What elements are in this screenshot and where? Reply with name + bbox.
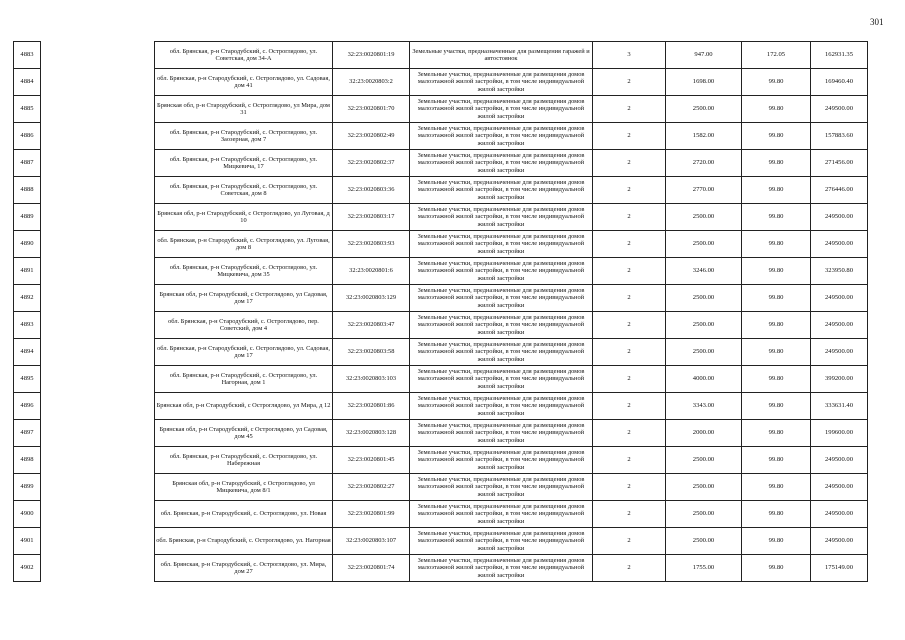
land-use-purpose-cell: Земельные участки, предназначенные для размещения домов малоэтажной жилой застройки, в том числе индивидуальной жилой застройки bbox=[410, 312, 593, 339]
gap-cell bbox=[41, 285, 155, 312]
cadastral-value-cell: 249500.00 bbox=[811, 447, 868, 474]
address-cell: обл. Брянская, р-н Стародубский, с. Остроглядово, ул. Садовая, дом 17 bbox=[155, 339, 333, 366]
area-cell: 2500.00 bbox=[666, 474, 742, 501]
group-number-cell: 3 bbox=[593, 42, 666, 69]
row-number-cell: 4895 bbox=[14, 366, 41, 393]
specific-value-cell: 99.80 bbox=[742, 231, 811, 258]
specific-value-cell: 99.80 bbox=[742, 69, 811, 96]
cadastral-number-cell: 32:23:0020803:58 bbox=[333, 339, 410, 366]
cadastral-value-cell: 249500.00 bbox=[811, 528, 868, 555]
cadastral-value-cell: 249500.00 bbox=[811, 501, 868, 528]
area-cell: 2770.00 bbox=[666, 177, 742, 204]
area-cell: 2500.00 bbox=[666, 528, 742, 555]
group-number-cell: 2 bbox=[593, 312, 666, 339]
specific-value-cell: 99.80 bbox=[742, 96, 811, 123]
group-number-cell: 2 bbox=[593, 177, 666, 204]
row-number-cell: 4886 bbox=[14, 123, 41, 150]
specific-value-cell: 99.80 bbox=[742, 555, 811, 582]
specific-value-cell: 99.80 bbox=[742, 285, 811, 312]
cadastral-number-cell: 32:23:0020802:27 bbox=[333, 474, 410, 501]
cadastral-value-cell: 249500.00 bbox=[811, 312, 868, 339]
row-number-cell: 4883 bbox=[14, 42, 41, 69]
cadastral-value-cell: 271456.00 bbox=[811, 150, 868, 177]
gap-cell bbox=[41, 528, 155, 555]
cadastral-number-cell: 32:23:0020801:99 bbox=[333, 501, 410, 528]
cadastral-number-cell: 32:23:0020801:86 bbox=[333, 393, 410, 420]
table-row bbox=[14, 150, 868, 177]
table-row bbox=[14, 420, 868, 447]
cadastral-number-cell: 32:23:0020803:128 bbox=[333, 420, 410, 447]
address-cell: обл. Брянская, р-н Стародубский, с. Остроглядово, ул. Садовая, дом 41 bbox=[155, 69, 333, 96]
row-number-cell: 4890 bbox=[14, 231, 41, 258]
gap-cell bbox=[41, 366, 155, 393]
address-cell: Брянская обл, р-н Стародубский, с Остроглядово, ул Мицкевича, дом 8/1 bbox=[155, 474, 333, 501]
land-use-purpose-cell: Земельные участки, предназначенные для размещения домов малоэтажной жилой застройки, в том числе индивидуальной жилой застройки bbox=[410, 96, 593, 123]
specific-value-cell: 99.80 bbox=[742, 474, 811, 501]
cadastral-value-cell: 276446.00 bbox=[811, 177, 868, 204]
table-row bbox=[14, 258, 868, 285]
cadastral-number-cell: 32:23:0020803:93 bbox=[333, 231, 410, 258]
land-use-purpose-cell: Земельные участки, предназначенные для размещения домов малоэтажной жилой застройки, в том числе индивидуальной жилой застройки bbox=[410, 231, 593, 258]
gap-cell bbox=[41, 393, 155, 420]
table-row bbox=[14, 501, 868, 528]
address-cell: обл. Брянская, р-н Стародубский, с. Остроглядово, ул. Советская, дом 34-А bbox=[155, 42, 333, 69]
table-row bbox=[14, 177, 868, 204]
row-number-cell: 4896 bbox=[14, 393, 41, 420]
gap-cell bbox=[41, 420, 155, 447]
land-use-purpose-cell: Земельные участки, предназначенные для размещения домов малоэтажной жилой застройки, в том числе индивидуальной жилой застройки bbox=[410, 285, 593, 312]
area-cell: 4000.00 bbox=[666, 366, 742, 393]
cadastral-value-cell: 199600.00 bbox=[811, 420, 868, 447]
cadastral-number-cell: 32:23:0020802:37 bbox=[333, 150, 410, 177]
cadastral-number-cell: 32:23:0020803:17 bbox=[333, 204, 410, 231]
gap-cell bbox=[41, 204, 155, 231]
cadastral-number-cell: 32:23:0020802:49 bbox=[333, 123, 410, 150]
row-number-cell: 4884 bbox=[14, 69, 41, 96]
specific-value-cell: 99.80 bbox=[742, 204, 811, 231]
land-use-purpose-cell: Земельные участки, предназначенные для размещения домов малоэтажной жилой застройки, в том числе индивидуальной жилой застройки bbox=[410, 123, 593, 150]
group-number-cell: 2 bbox=[593, 150, 666, 177]
area-cell: 2720.00 bbox=[666, 150, 742, 177]
row-number-cell: 4887 bbox=[14, 150, 41, 177]
table-row bbox=[14, 312, 868, 339]
address-cell: обл. Брянская, р-н Стародубский, с. Остроглядово, ул. Мицкевича, 17 bbox=[155, 150, 333, 177]
area-cell: 2500.00 bbox=[666, 204, 742, 231]
area-cell: 1755.00 bbox=[666, 555, 742, 582]
table-row bbox=[14, 123, 868, 150]
cadastral-number-cell: 32:23:0020803:129 bbox=[333, 285, 410, 312]
group-number-cell: 2 bbox=[593, 123, 666, 150]
address-cell: Брянская обл, р-н Стародубский, с Остроглядово, ул Садовая, дом 17 bbox=[155, 285, 333, 312]
cadastral-value-cell: 249500.00 bbox=[811, 204, 868, 231]
cadastral-value-cell: 249500.00 bbox=[811, 474, 868, 501]
specific-value-cell: 99.80 bbox=[742, 339, 811, 366]
cadastral-value-cell: 399200.00 bbox=[811, 366, 868, 393]
table-row bbox=[14, 447, 868, 474]
land-use-purpose-cell: Земельные участки, предназначенные для размещения домов малоэтажной жилой застройки, в том числе индивидуальной жилой застройки bbox=[410, 204, 593, 231]
address-cell: обл. Брянская, р-н Стародубский, с. Остроглядово, ул. Нагорная, дом 1 bbox=[155, 366, 333, 393]
land-use-purpose-cell: Земельные участки, предназначенные для размещения домов малоэтажной жилой застройки, в том числе индивидуальной жилой застройки bbox=[410, 474, 593, 501]
group-number-cell: 2 bbox=[593, 285, 666, 312]
cadastral-number-cell: 32:23:0020801:74 bbox=[333, 555, 410, 582]
group-number-cell: 2 bbox=[593, 528, 666, 555]
specific-value-cell: 99.80 bbox=[742, 420, 811, 447]
group-number-cell: 2 bbox=[593, 366, 666, 393]
land-use-purpose-cell: Земельные участки, предназначенные для размещения домов малоэтажной жилой застройки, в том числе индивидуальной жилой застройки bbox=[410, 447, 593, 474]
cadastral-value-cell: 162931.35 bbox=[811, 42, 868, 69]
cadastral-number-cell: 32:23:0020803:2 bbox=[333, 69, 410, 96]
row-number-cell: 4892 bbox=[14, 285, 41, 312]
group-number-cell: 2 bbox=[593, 393, 666, 420]
address-cell: обл. Брянская, р-н Стародубский, с. Остроглядово, ул. Новая bbox=[155, 501, 333, 528]
gap-cell bbox=[41, 96, 155, 123]
gap-cell bbox=[41, 69, 155, 96]
cadastral-value-cell: 249500.00 bbox=[811, 339, 868, 366]
area-cell: 3343.00 bbox=[666, 393, 742, 420]
specific-value-cell: 99.80 bbox=[742, 312, 811, 339]
page-number: 301 bbox=[870, 17, 884, 27]
row-number-cell: 4897 bbox=[14, 420, 41, 447]
row-number-cell: 4891 bbox=[14, 258, 41, 285]
gap-cell bbox=[41, 339, 155, 366]
area-cell: 2500.00 bbox=[666, 312, 742, 339]
address-cell: Брянская обл, р-н Стародубский, с Остроглядово, ул Садовая, дом 45 bbox=[155, 420, 333, 447]
cadastral-number-cell: 32:23:0020803:47 bbox=[333, 312, 410, 339]
land-use-purpose-cell: Земельные участки, предназначенные для размещения гаражей и автостоянок bbox=[410, 42, 593, 69]
area-cell: 3246.00 bbox=[666, 258, 742, 285]
cadastral-value-cell: 333631.40 bbox=[811, 393, 868, 420]
address-cell: Брянская обл, р-н Стародубский, с Остроглядово, ул Луговая, д 10 bbox=[155, 204, 333, 231]
group-number-cell: 2 bbox=[593, 501, 666, 528]
table-row bbox=[14, 42, 868, 69]
address-cell: обл. Брянская, р-н Стародубский, с. Остроглядово, ул. Луговая, дом 8 bbox=[155, 231, 333, 258]
group-number-cell: 2 bbox=[593, 258, 666, 285]
area-cell: 2500.00 bbox=[666, 339, 742, 366]
cadastral-number-cell: 32:23:0020803:107 bbox=[333, 528, 410, 555]
cadastral-number-cell: 32:23:0020803:103 bbox=[333, 366, 410, 393]
address-cell: обл. Брянская, р-н Стародубский, с. Остроглядово, ул. Мира, дом 27 bbox=[155, 555, 333, 582]
area-cell: 2500.00 bbox=[666, 447, 742, 474]
table-row bbox=[14, 69, 868, 96]
cadastral-number-cell: 32:23:0020803:36 bbox=[333, 177, 410, 204]
row-number-cell: 4889 bbox=[14, 204, 41, 231]
cadastral-value-cell: 169460.40 bbox=[811, 69, 868, 96]
specific-value-cell: 99.80 bbox=[742, 123, 811, 150]
land-use-purpose-cell: Земельные участки, предназначенные для размещения домов малоэтажной жилой застройки, в том числе индивидуальной жилой застройки bbox=[410, 150, 593, 177]
gap-cell bbox=[41, 42, 155, 69]
group-number-cell: 2 bbox=[593, 69, 666, 96]
specific-value-cell: 99.80 bbox=[742, 366, 811, 393]
cadastral-value-cell: 175149.00 bbox=[811, 555, 868, 582]
cadastral-number-cell: 32:23:0020801:6 bbox=[333, 258, 410, 285]
specific-value-cell: 172.05 bbox=[742, 42, 811, 69]
table-row bbox=[14, 474, 868, 501]
specific-value-cell: 99.80 bbox=[742, 501, 811, 528]
address-cell: обл. Брянская, р-н Стародубский, с. Остроглядово, ул. Заозерная, дом 7 bbox=[155, 123, 333, 150]
table-row bbox=[14, 393, 868, 420]
gap-cell bbox=[41, 312, 155, 339]
table-row bbox=[14, 231, 868, 258]
gap-cell bbox=[41, 447, 155, 474]
group-number-cell: 2 bbox=[593, 420, 666, 447]
cadastral-value-cell: 249500.00 bbox=[811, 285, 868, 312]
gap-cell bbox=[41, 150, 155, 177]
address-cell: Брянская обл, р-н Стародубский, с Остроглядово, ул Мира, дом 31 bbox=[155, 96, 333, 123]
specific-value-cell: 99.80 bbox=[742, 528, 811, 555]
gap-cell bbox=[41, 231, 155, 258]
group-number-cell: 2 bbox=[593, 474, 666, 501]
address-cell: обл. Брянская, р-н Стародубский, с. Остроглядово, ул. Советская, дом 8 bbox=[155, 177, 333, 204]
gap-cell bbox=[41, 123, 155, 150]
table-row bbox=[14, 339, 868, 366]
row-number-cell: 4893 bbox=[14, 312, 41, 339]
area-cell: 1698.00 bbox=[666, 69, 742, 96]
specific-value-cell: 99.80 bbox=[742, 447, 811, 474]
land-use-purpose-cell: Земельные участки, предназначенные для размещения домов малоэтажной жилой застройки, в том числе индивидуальной жилой застройки bbox=[410, 555, 593, 582]
row-number-cell: 4888 bbox=[14, 177, 41, 204]
cadastral-value-cell: 323950.80 bbox=[811, 258, 868, 285]
address-cell: обл. Брянская, р-н Стародубский, с. Остроглядово, ул. Нагорная bbox=[155, 528, 333, 555]
cadastral-value-table bbox=[13, 41, 868, 582]
land-use-purpose-cell: Земельные участки, предназначенные для размещения домов малоэтажной жилой застройки, в том числе индивидуальной жилой застройки bbox=[410, 258, 593, 285]
row-number-cell: 4885 bbox=[14, 96, 41, 123]
row-number-cell: 4902 bbox=[14, 555, 41, 582]
area-cell: 947.00 bbox=[666, 42, 742, 69]
address-cell: обл. Брянская, р-н Стародубский, с. Остроглядово, пер. Советский, дом 4 bbox=[155, 312, 333, 339]
gap-cell bbox=[41, 474, 155, 501]
area-cell: 1582.00 bbox=[666, 123, 742, 150]
address-cell: обл. Брянская, р-н Стародубский, с. Остроглядово, ул. Мицкевича, дом 35 bbox=[155, 258, 333, 285]
row-number-cell: 4900 bbox=[14, 501, 41, 528]
table-row bbox=[14, 528, 868, 555]
table-row bbox=[14, 366, 868, 393]
address-cell: обл. Брянская, р-н Стародубский, с. Остроглядово, ул. Набережная bbox=[155, 447, 333, 474]
specific-value-cell: 99.80 bbox=[742, 393, 811, 420]
land-use-purpose-cell: Земельные участки, предназначенные для размещения домов малоэтажной жилой застройки, в том числе индивидуальной жилой застройки bbox=[410, 420, 593, 447]
group-number-cell: 2 bbox=[593, 555, 666, 582]
land-use-purpose-cell: Земельные участки, предназначенные для размещения домов малоэтажной жилой застройки, в том числе индивидуальной жилой застройки bbox=[410, 393, 593, 420]
table-body bbox=[14, 42, 868, 582]
land-use-purpose-cell: Земельные участки, предназначенные для размещения домов малоэтажной жилой застройки, в том числе индивидуальной жилой застройки bbox=[410, 528, 593, 555]
area-cell: 2500.00 bbox=[666, 231, 742, 258]
group-number-cell: 2 bbox=[593, 447, 666, 474]
table-row bbox=[14, 285, 868, 312]
cadastral-value-cell: 249500.00 bbox=[811, 231, 868, 258]
area-cell: 2500.00 bbox=[666, 501, 742, 528]
gap-cell bbox=[41, 258, 155, 285]
group-number-cell: 2 bbox=[593, 231, 666, 258]
row-number-cell: 4894 bbox=[14, 339, 41, 366]
area-cell: 2000.00 bbox=[666, 420, 742, 447]
group-number-cell: 2 bbox=[593, 96, 666, 123]
area-cell: 2500.00 bbox=[666, 96, 742, 123]
group-number-cell: 2 bbox=[593, 204, 666, 231]
cadastral-value-cell: 157883.60 bbox=[811, 123, 868, 150]
cadastral-number-cell: 32:23:0020801:19 bbox=[333, 42, 410, 69]
table-row bbox=[14, 555, 868, 582]
gap-cell bbox=[41, 555, 155, 582]
cadastral-value-cell: 249500.00 bbox=[811, 96, 868, 123]
land-use-purpose-cell: Земельные участки, предназначенные для размещения домов малоэтажной жилой застройки, в том числе индивидуальной жилой застройки bbox=[410, 366, 593, 393]
cadastral-number-cell: 32:23:0020801:70 bbox=[333, 96, 410, 123]
row-number-cell: 4898 bbox=[14, 447, 41, 474]
gap-cell bbox=[41, 177, 155, 204]
group-number-cell: 2 bbox=[593, 339, 666, 366]
specific-value-cell: 99.80 bbox=[742, 177, 811, 204]
table-row bbox=[14, 204, 868, 231]
specific-value-cell: 99.80 bbox=[742, 150, 811, 177]
land-use-purpose-cell: Земельные участки, предназначенные для размещения домов малоэтажной жилой застройки, в том числе индивидуальной жилой застройки bbox=[410, 501, 593, 528]
specific-value-cell: 99.80 bbox=[742, 258, 811, 285]
land-use-purpose-cell: Земельные участки, предназначенные для размещения домов малоэтажной жилой застройки, в том числе индивидуальной жилой застройки bbox=[410, 339, 593, 366]
address-cell: Брянская обл, р-н Стародубский, с Остроглядово, ул Мира, д 12 bbox=[155, 393, 333, 420]
table-row bbox=[14, 96, 868, 123]
area-cell: 2500.00 bbox=[666, 285, 742, 312]
land-use-purpose-cell: Земельные участки, предназначенные для размещения домов малоэтажной жилой застройки, в том числе индивидуальной жилой застройки bbox=[410, 177, 593, 204]
gap-cell bbox=[41, 501, 155, 528]
row-number-cell: 4899 bbox=[14, 474, 41, 501]
cadastral-number-cell: 32:23:0020801:45 bbox=[333, 447, 410, 474]
land-use-purpose-cell: Земельные участки, предназначенные для размещения домов малоэтажной жилой застройки, в том числе индивидуальной жилой застройки bbox=[410, 69, 593, 96]
row-number-cell: 4901 bbox=[14, 528, 41, 555]
